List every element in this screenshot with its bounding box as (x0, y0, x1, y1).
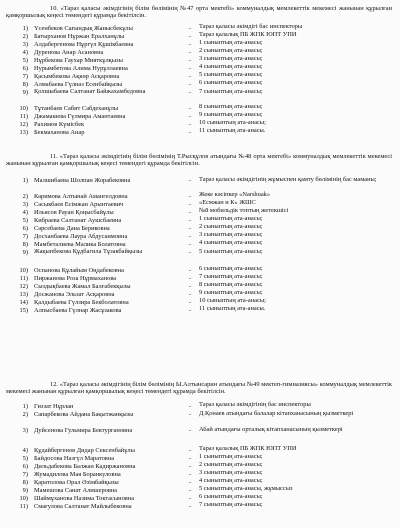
list-item: 4) Дуренова Анар Асановна - 2 сыныптың ата-анасы; (22, 47, 263, 56)
list-item: 11) Смағулова Салтанат Майлыбековна - 7 сыныптың ата-анасы; (19, 501, 263, 510)
list-item: 10) Оспанова Құлайым Оңдабековна - 6 сыныптың ата-анасы; (19, 265, 263, 274)
list-item: 2) Сапарбекова Айдана Бақытжанқызы - Д.Қонаев атындағы балалар кітапханасының қызметкері (22, 410, 354, 418)
list-item: 11) Пиржанова Роза Нұрмаханова - 7 сыныптың ата-анасы; (19, 273, 263, 282)
list-item: 8) Мамбеталиева Малика Болатовна - 4 сыныптың ата-анасы; (22, 239, 263, 248)
list-item: 1) Гиззат Нұрлан - Тараз қаласы әкімдігінің бас инспекторы (22, 401, 311, 410)
list-item: 10) Шаймұханова Назима Токтасыновна - 6 сыныптың ата-анасы; (19, 493, 263, 502)
section-11-title: 11. «Тараз қаласы әкімдігінің білім бөлімінің Т.Рысқұлов атындағы №48 орта мектебі» коммуналдық мемлекеттік мекемесі жанынан құрылған қамқоршылық кеңесі төмендегі құрамда бекітілсін. (6, 153, 392, 167)
list-item: 6) Нурымбетова Алима Нурұллаевна - 4 сыныптың ата-анасы; (22, 63, 263, 72)
list-item: 6) Сарсебаева Дана Бериковна - 2 сыныптың ата-анасы; (22, 223, 263, 232)
list-item: 3) Сасыкбаев Есімжан Арынтаевич - «Есмжан и К» ЖШС (22, 199, 256, 208)
list-item: 15) Алпысбаева Гүлнар Жасұзакова - 11 сыныптың ата-анасы. (19, 305, 266, 314)
list-item: 12) Рахимов Күмісбек - 10 сыныптың ата-анасы; (19, 119, 266, 128)
list-item: 8) Алмабаева Гүлназ Есенбайқызы - 6 сыныптың ата-анасы; (22, 79, 263, 88)
list-item: 13) Бекмаханова Анар - 11 сыныптың ата-анасы. (19, 127, 266, 136)
section-12-title: 12. «Тараз қаласы әкімдігінің білім бөлімінің Ы.Алтынсарин атындағы №49 мектеп-гимназиясы» коммуналдық мемлекеттік мекемесі жанынан құрылған қамқоршылық кеңесі төмендегі құрамда бекітілсін. (6, 381, 392, 395)
list-item: 3) Алдабергенова Нұргүл Құшікбаевна - 1 сыныптың ата-анасы; (22, 39, 263, 48)
list-item: 6) Дильдабекова Балжан Кадиржановна - 2 сыныптың ата-анасы; (22, 461, 263, 470)
list-item: 8) Қаратолова Орал Әзімбайқызы - 4 сыныптың ата-анасы; (22, 477, 263, 486)
list-item: 9) Қолшыбаева Салтанат Байжахамбедовна - 7 сыныптың ата-анасы; (22, 88, 263, 96)
list-item: 2) Каримова Алтынай Амангелдовна - Жеке кәсіпкер «Narshuak» (22, 191, 271, 200)
list-item: 14) Қалдыбаева Гүлзира Бекболатовна - 10 сыныптың ата-анасы; (19, 297, 266, 306)
list-item: 7) Досханбаева Лаура Абдусаимовна - 3 сыныптың ата-анасы; (22, 231, 263, 240)
list-item: 9) Мамешова Санат Алишеровна - 5 сыныптың ата-анасы, жұмыссыз (22, 485, 293, 494)
section-10-title: 10. «Тараз қаласы әкімдігінің білім бөлімінің №47 орта мектебі» коммуналдық мемлекеттік мекемесі жанынан құрылған қамқоршылық кеңесі төмендегі құрамда бекітілсін. (6, 5, 392, 19)
list-item: 9) Жақыпбекова Құдбагила Тұзакбайқызы - 5 сыныптың ата-анасы; (22, 248, 263, 256)
list-item: 5) Кибраева Салтанат Аушсбаевна - 1 сыныптың ата-анасы; (22, 215, 263, 224)
list-item: 4) Құдайбергенов Дидар Сексенбайұлы - Тараз қалалық ПБ ЖПК ЮПТ УПИ (22, 445, 297, 454)
list-item: 7) Жумадилова Мая Боранкуловна - 3 сыныптың ата-анасы; (22, 469, 263, 478)
list-item: 2) Батырханов Нұржан Ералханұлы - Тараз қалалық ПБ ЖПК ЮПТ УПИ (22, 31, 297, 40)
list-item: 4) Ильясов Рауан Қоңысбайұлы - №8 мобильдік топтың жетекшісі (22, 207, 289, 216)
list-item: 7) Қасымбекова Ақкөр Асқаровна - 5 сыныптың ата-анасы; (22, 71, 263, 80)
list-item: 1) Үсенбеков Сағындық Жанысбекұлы - Тараз қаласы әкімдігі бас инспекторы (22, 23, 303, 32)
list-item: 10) Тұтанбаев Сабит Сабдеханұлы - 8 сыныптың ата-анасы; (19, 103, 263, 112)
list-item: 5) Байдосова Назгүл Маратовна - 1 сыныптың ата-анасы; (22, 453, 263, 462)
list-item: 12) Сыздықбаева Жамал Балғабекқызы - 8 сыныптың ата-анасы; (19, 281, 263, 290)
list-item: 13) Досжанова Эльзат Асқаровна - 9 сыныптың ата-анасы; (19, 289, 263, 298)
list-item: 5) Нұрбекова Гаухар Мияткұлқызы - 3 сыныптың ата-анасы; (22, 55, 263, 64)
list-item: 1) Малшибаева Шолпан Жорабековна - Тараз қаласы әкімдігінің жұмыспен қамту бөлімінің бас маманы; (22, 176, 377, 184)
list-item: 3) Дуйсенова Гульмира Бектургановна - Абай атындағы орталық кітапханасының қызметкері (22, 426, 343, 434)
list-item: 11) Джамашева Гүлмира Амантаевна - 9 сыныптың ата-анасы; (19, 111, 263, 120)
